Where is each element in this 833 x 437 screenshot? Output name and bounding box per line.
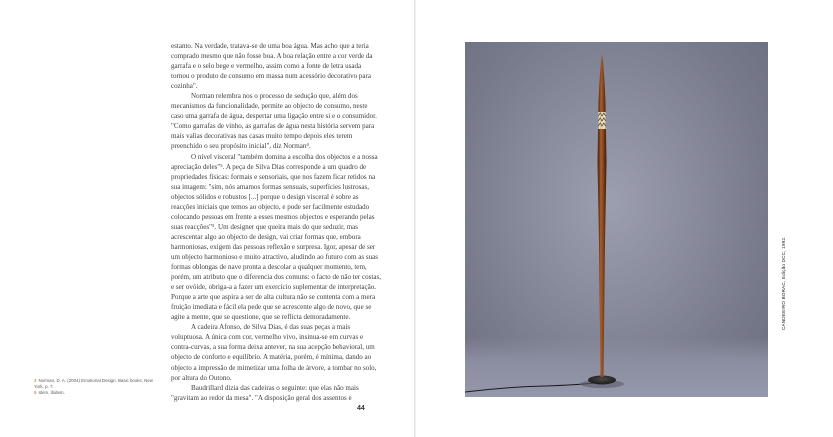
power-cable [465,383,595,392]
lamp-wooden-body [598,54,607,377]
body-text [171,41,381,403]
footnotes [34,378,154,396]
paragraph: estanto. Na verdade, tratava-se de uma boa água. Mas acho que a teria comprado mesmo que não fosse boa. A boa relação entre a cor verde da garrafa e o selo bege e vermelho, assim como a fonte de letra usada tornou o produto de consumo em massa num acessório decorativo para cozinha". [171,42,373,91]
paragraph: O nível visceral "também domina a escolha dos objectos e a nossa apreciação deles"⁵. A peça de Silva Dias corresponde a um quadro de propriedades físicas: formais e sensoriais, que nos fazem ficar retidos na sua imagem: "sim, nós amamos formas sensuais, superfícies lustrosas, objectos sólidos e robustos [...] porque o design visceral é sobre as reacções iniciais que temos ao objecto, e pode ser facilmente estudado colocando pessoas em frente a esses mesmos objectos e esperando pelas suas reacções"⁵. Um designer que queira mais do que seduzir, mas acrescentar algo ao objecto de design, vai criar formas que, embora harmoniosas, exigem das pessoas reflexão e surpresa. Igor, apesar de ser um objecto harmonioso e muito atractivo, aludindo ao futuro com as suas formas oblongas de nave pronta a descolar a qualquer momento, tem, porém, um atributo que o diferencia dos comuns: o facto de não ter costas, e ser ovóide, obriga-a a fazer um exercício suplementar de interpretação. Porque a arte que aspira a ser de alta cultura não se contenta com a mera fruição imediata e fácil ela pede que se acrescente algo de novo, que se agite a mente, que se questione, que se reflicta demoradamente. [171,152,381,322]
paragraph: Baudrillard dizia das cadeiras o seguinte: que elas não mais "gravitam ao redor da mesa". "A disposição geral dos assentos e [171,383,359,402]
footnote-text: Idem, ibidem. [38,390,65,395]
floor-lamp-illustration [465,42,768,397]
left-page [0,0,416,437]
footnote-marker: 5 [34,390,37,395]
paragraph: Norman relembra nos o processo de sedução que, além dos mecanismos da funcionalidade, permite ao objecto de consumo, neste caso uma garrafa de água, despertar uma ligação entre si e o consumidor. "Como garrafas de vinho, as garrafas de água nesta história servem para mais valias decorativas nas casas muito tempo depois eles terem preenchido o seu propósito inicial", diz Norman⁴. [171,92,377,151]
lamp-photograph [465,42,768,397]
footnote [34,390,154,396]
footnote [34,378,154,390]
paragraph: A cadeira Afonso, de Silva Dias, é das suas peças a mais voluptuosa. A única com cor, vermelho vivo, insinua-se em curvas e contra-curvas, a sua forma deixa antever, na sua acepção behavioral, um objecto de conforto e equilíbrio. A matéria, porém, é mínima, dando ao objecto a impressão de mimetizar uma folha de árvore, a tombar no solo, por altura do Outono. [171,323,377,382]
photo-caption: CANDEEIRO BORAC, Edição DCC, 1992. [781,236,786,330]
footnote-marker: 4 [34,378,37,383]
footnote-text: Norman, D. A. (2004) Emotional Design. Basic books, New York, p. 7. [34,378,153,389]
page-number: 44 [357,405,365,412]
